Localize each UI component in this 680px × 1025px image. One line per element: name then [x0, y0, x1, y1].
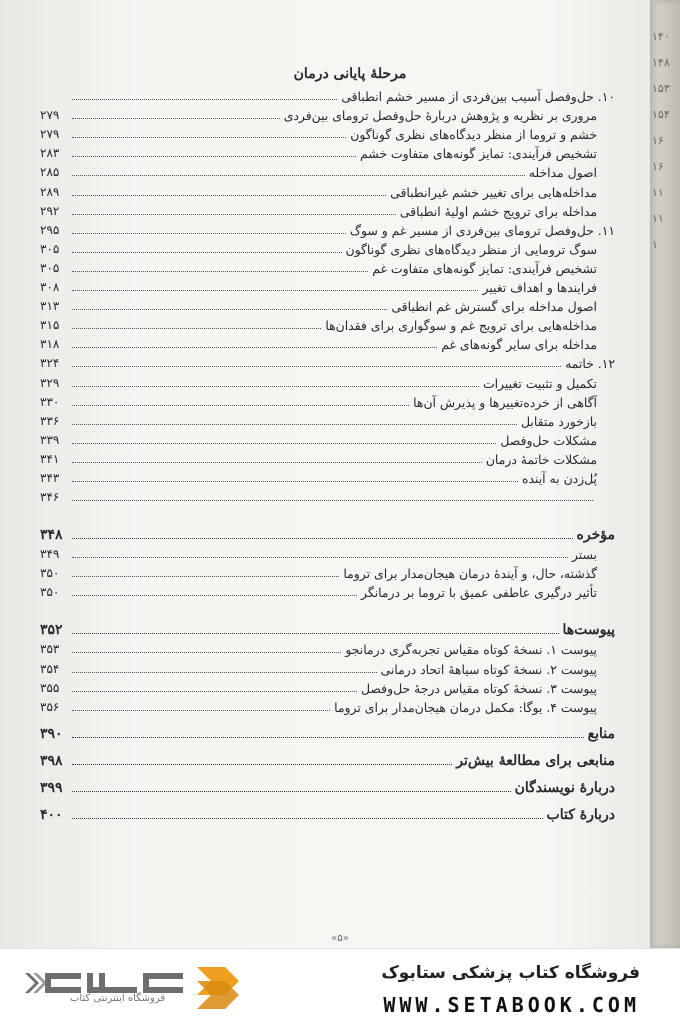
- toc-entry-page: ۲۸۹: [40, 184, 60, 199]
- toc-entry[interactable]: [40, 352, 615, 371]
- dotted-leader: [72, 690, 357, 692]
- store-name: فروشگاه کتاب پزشکی ستابوک: [381, 963, 640, 983]
- toc-entry[interactable]: [40, 161, 615, 180]
- toc-entry-title: پیوست‌ها: [562, 622, 615, 639]
- dotted-leader: [72, 385, 479, 387]
- toc-entry[interactable]: [40, 104, 615, 123]
- toc-entry[interactable]: [40, 677, 615, 696]
- toc-entry[interactable]: [40, 543, 615, 562]
- logo-tagline: فروشگاه اینترنتی کتاب: [70, 993, 166, 1004]
- toc-entry[interactable]: [40, 581, 615, 600]
- toc-entry[interactable]: [40, 85, 615, 104]
- toc-entry-title: تکمیل و تثبیت تغییرات: [482, 375, 597, 391]
- toc-entry-page: ۳۴۸: [40, 527, 63, 544]
- toc-entry-title: ۱۱. حل‌وفصل ترومای بین‌فردی از مسیر غم و سوگ: [349, 222, 615, 238]
- toc-entry[interactable]: [40, 657, 615, 676]
- toc-entry-page: ۳۵۰: [40, 566, 60, 581]
- toc-entry-title: پیوست ۱. نسخهٔ کوتاه مقیاس تجربه‌گری درمانجو: [345, 642, 597, 658]
- dotted-leader: [72, 327, 321, 329]
- toc-entry[interactable]: [40, 467, 615, 486]
- toc-entry-page: ۳۹۰: [40, 725, 63, 742]
- toc-entry-page: ۳۴۹: [40, 547, 60, 562]
- toc-entry[interactable]: [40, 142, 615, 161]
- toc-entry-title: منابعی برای مطالعهٔ بیش‌تر: [456, 752, 615, 769]
- toc-entry-page: ۳۳۹: [40, 432, 60, 447]
- dotted-leader: [72, 365, 561, 367]
- toc-entry-title: بازخورد متقابل: [521, 413, 597, 429]
- toc-entry-page: ۲۹۲: [40, 203, 60, 218]
- adjacent-page-number: ۱۱: [652, 186, 664, 199]
- dotted-leader: [72, 480, 518, 482]
- logo-chevron-icon: [197, 967, 239, 1009]
- toc-entry-page: ۳۴۳: [40, 470, 60, 485]
- store-footer: [0, 948, 680, 1025]
- dotted-leader: [72, 763, 452, 765]
- toc-entry-page: ۴۰۰: [40, 806, 63, 823]
- dotted-leader: [72, 155, 356, 157]
- dotted-leader: [72, 117, 280, 119]
- dotted-leader: [72, 671, 377, 673]
- toc-entry-page: ۳۰۵: [40, 260, 60, 275]
- toc-entry-title: اصول مداخله: [528, 165, 597, 181]
- toc-entry[interactable]: [40, 742, 615, 769]
- dotted-leader: [72, 442, 496, 444]
- spacer: [40, 505, 615, 513]
- adjacent-page-number: ۱: [652, 238, 658, 251]
- toc-entry-page: ۳۳۶: [40, 413, 60, 428]
- dotted-leader: [72, 736, 584, 738]
- toc-entry-title: پیوست ۳. نسخهٔ کوتاه مقیاس درجهٔ حل‌وفصل: [361, 680, 597, 696]
- toc-entry[interactable]: [40, 513, 615, 543]
- dotted-leader: [72, 423, 517, 425]
- toc-entry-title: مداخله برای سایر گونه‌های غم: [441, 337, 597, 353]
- table-of-contents: [40, 85, 615, 823]
- toc-entry[interactable]: [40, 180, 615, 199]
- dotted-leader: [72, 213, 396, 215]
- toc-entry-title: مشکلات حل‌وفصل: [500, 432, 597, 448]
- toc-entry[interactable]: [40, 123, 615, 142]
- dotted-leader: [72, 404, 409, 406]
- toc-entry-title: تشخیص فرآیندی: تمایز گونه‌های متفاوت غم: [372, 260, 597, 276]
- dotted-leader: [72, 194, 386, 196]
- logo-wordmark-icon: [25, 973, 183, 993]
- toc-entry[interactable]: [40, 314, 615, 333]
- toc-entry-page: ۳۰۸: [40, 280, 60, 295]
- adjacent-page-number: ۱۶: [652, 134, 664, 147]
- toc-entry-page: ۲۷۹: [40, 127, 60, 142]
- store-url[interactable]: WWW.SETABOOK.COM: [383, 993, 640, 1017]
- dotted-leader: [72, 575, 339, 577]
- toc-entry[interactable]: [40, 796, 615, 823]
- toc-entry-title: تشخیص فرآیندی: تمایز گونه‌های متفاوت خشم: [360, 146, 597, 162]
- dotted-leader: [72, 499, 593, 501]
- toc-entry-title: مؤخره: [576, 527, 615, 544]
- dotted-leader: [72, 709, 330, 711]
- dotted-leader: [72, 537, 573, 539]
- toc-entry[interactable]: [40, 429, 615, 448]
- toc-entry-page: ۳۵۲: [40, 622, 63, 639]
- toc-entry[interactable]: [40, 608, 615, 638]
- toc-entry-page: ۳۵۳: [40, 642, 60, 657]
- adjacent-page-number: ۱۵۴: [652, 108, 670, 121]
- toc-entry-page: ۳۵۰: [40, 585, 60, 600]
- dotted-leader: [72, 817, 543, 819]
- page-number: «۵»: [331, 933, 349, 944]
- toc-entry-page: ۳۰۵: [40, 241, 60, 256]
- toc-entry[interactable]: [40, 200, 615, 219]
- toc-entry-page: ۲۸۳: [40, 146, 60, 161]
- toc-entry[interactable]: [40, 276, 615, 295]
- toc-entry-title: مروری بر نظریه و پژوهش دربارهٔ حل‌وفصل ترومای بین‌فردی: [283, 108, 597, 124]
- toc-entry-title: بستر: [571, 547, 597, 563]
- toc-entry[interactable]: [40, 219, 615, 238]
- toc-entry[interactable]: [40, 769, 615, 796]
- toc-entry-page: ۲۷۹: [40, 108, 60, 123]
- toc-entry[interactable]: [40, 715, 615, 742]
- toc-entry-title: پُل‌زدن به آینده: [521, 470, 597, 486]
- adjacent-page-numbers: [652, 30, 678, 264]
- toc-entry-title: مداخله‌هایی برای ترویج غم و سوگواری برای فقدان‌ها: [325, 318, 597, 334]
- dotted-leader: [72, 289, 478, 291]
- dotted-leader: [72, 632, 559, 634]
- toc-entry[interactable]: [40, 562, 615, 581]
- dotted-leader: [72, 308, 387, 310]
- toc-entry-title: اصول مداخله برای گسترش غم انطباقی: [391, 299, 597, 315]
- dotted-leader: [72, 346, 437, 348]
- section-title: مرحلهٔ پایانی درمان: [293, 66, 407, 82]
- toc-entry-title: مداخله‌هایی برای تغییر خشم غیرانطباقی: [390, 184, 597, 200]
- dotted-leader: [72, 136, 346, 138]
- toc-entry-page: ۳۱۵: [40, 318, 60, 333]
- toc-entry-page: ۳۵۶: [40, 699, 60, 714]
- toc-entry-title: مداخله برای ترویج خشم اولیهٔ انطباقی: [399, 203, 597, 219]
- toc-entry-page: ۳۲۴: [40, 356, 60, 371]
- toc-entry[interactable]: [40, 696, 615, 715]
- dotted-leader: [72, 556, 568, 558]
- toc-entry[interactable]: [40, 333, 615, 352]
- toc-entry[interactable]: [40, 448, 615, 467]
- toc-entry[interactable]: [40, 238, 615, 257]
- toc-entry-page: ۳۴۱: [40, 451, 60, 466]
- toc-entry[interactable]: [40, 486, 615, 505]
- toc-entry[interactable]: [40, 371, 615, 390]
- toc-entry-title: پیوست ۲. نسخهٔ کوتاه سیاههٔ اتحاد درمانی: [380, 661, 597, 677]
- toc-entry-title: آگاهی از خرده‌تغییرها و پذیرش آن‌ها: [413, 394, 597, 410]
- toc-entry-title: دربارهٔ نویسندگان: [514, 779, 615, 796]
- dotted-leader: [72, 174, 525, 176]
- adjacent-page-number: ۱۱: [652, 212, 664, 225]
- adjacent-page-number: ۱۴۰: [652, 30, 670, 43]
- adjacent-page-number: ۱۴۸: [652, 56, 670, 69]
- toc-entry-page: ۳۳۰: [40, 394, 60, 409]
- dotted-leader: [72, 790, 511, 792]
- toc-entry[interactable]: [40, 638, 615, 657]
- adjacent-page-number: ۱۶: [652, 160, 664, 173]
- toc-entry[interactable]: [40, 295, 615, 314]
- dotted-leader: [72, 98, 337, 100]
- toc-entry-title: مشکلات خاتمهٔ درمان: [485, 451, 597, 467]
- dotted-leader: [72, 232, 346, 234]
- toc-entry-title: منابع: [587, 725, 615, 742]
- setabook-logo: [25, 959, 245, 1017]
- dotted-leader: [72, 251, 342, 253]
- toc-entry-title: دربارهٔ کتاب: [546, 806, 615, 823]
- toc-entry-title: پیوست ۴. یوگا: مکمل درمان هیجان‌مدار برای تروما: [334, 699, 597, 715]
- toc-entry-page: ۲۹۵: [40, 222, 60, 237]
- toc-entry-title: گذشته، حال، و آیندهٔ درمان هیجان‌مدار برای تروما: [343, 566, 597, 582]
- toc-entry-title: ۱۲. خاتمه: [565, 356, 615, 372]
- toc-entry-page: ۳۹۸: [40, 752, 63, 769]
- toc-entry-title: ۱۰. حل‌وفصل آسیب بین‌فردی از مسیر خشم انطباقی: [341, 89, 615, 105]
- toc-entry-page: ۳۴۶: [40, 490, 60, 505]
- toc-entry-title: تأثیر درگیری عاطفی عمیق با تروما بر درمانگر: [361, 585, 597, 601]
- toc-entry-page: ۳۵۴: [40, 661, 60, 676]
- toc-entry[interactable]: [40, 410, 615, 429]
- adjacent-page-number: ۱۵۳: [652, 82, 670, 95]
- dotted-leader: [72, 651, 341, 653]
- toc-entry-page: ۳۵۵: [40, 680, 60, 695]
- toc-entry-title: فرایندها و اهداف تغییر: [482, 280, 597, 296]
- toc-entry-title: خشم و تروما از منظر دیدگاه‌های نظری گوناگون: [350, 127, 597, 143]
- dotted-leader: [72, 461, 482, 463]
- toc-entry[interactable]: [40, 257, 615, 276]
- book-spine-edge: [650, 0, 680, 948]
- spacer: [40, 600, 615, 608]
- dotted-leader: [72, 270, 368, 272]
- toc-entry-page: ۳۲۹: [40, 375, 60, 390]
- toc-entry-title: سوگ ترومایی از منظر دیدگاه‌های نظری گوناگون: [345, 241, 597, 257]
- toc-entry-page: ۳۱۸: [40, 337, 60, 352]
- toc-entry[interactable]: [40, 391, 615, 410]
- toc-entry-page: ۲۸۵: [40, 165, 60, 180]
- toc-entry-page: ۳۱۳: [40, 299, 60, 314]
- dotted-leader: [72, 594, 357, 596]
- toc-entry-page: ۳۹۹: [40, 779, 63, 796]
